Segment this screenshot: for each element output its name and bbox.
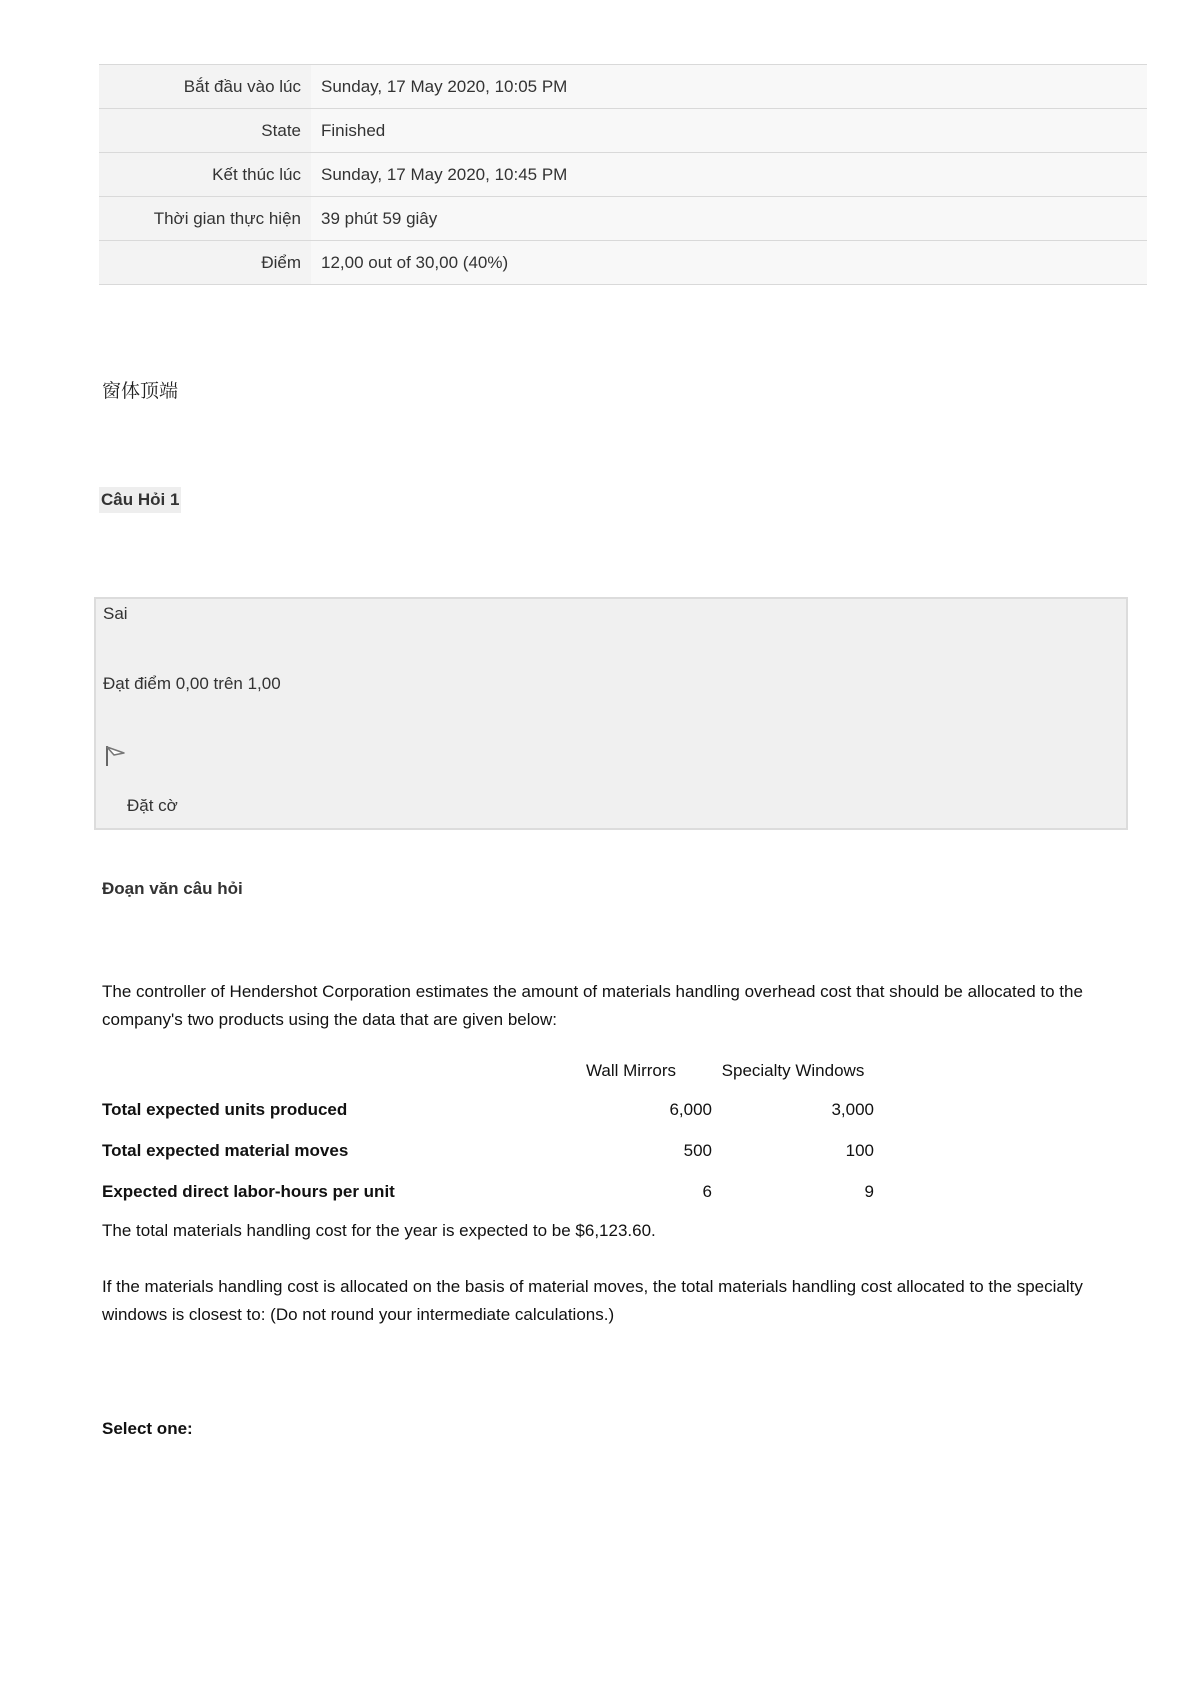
- question-status: Sai: [103, 604, 128, 623]
- column-header-specialty-windows: Specialty Windows: [721, 1061, 865, 1080]
- summary-label: State: [99, 109, 311, 153]
- summary-label: Thời gian thực hiện: [99, 197, 311, 241]
- row-label: Expected direct labor-hours per unit: [102, 1181, 395, 1201]
- flag-question-link[interactable]: Đặt cờ: [127, 796, 178, 815]
- form-top-marker: 窗体顶端: [102, 380, 179, 402]
- summary-row-completed: [99, 153, 1147, 197]
- cell-value: 6,000: [669, 1099, 712, 1119]
- question-prompt: If the materials handling cost is allocated on the basis of material moves, the total materials handling cost allocated to the specialty windows is closest to: (Do not round your intermediate calculations.): [102, 1277, 1083, 1324]
- row-label: Total expected material moves: [102, 1140, 349, 1160]
- table-row: [102, 1089, 874, 1130]
- row-label: Total expected units produced: [102, 1099, 348, 1119]
- summary-row-state: [99, 109, 1147, 153]
- cell-value: 3,000: [831, 1099, 874, 1119]
- select-one-label: Select one:: [102, 1419, 193, 1438]
- table-header-row: [102, 1053, 874, 1089]
- summary-row-time-taken: [99, 197, 1147, 241]
- table-row: [102, 1130, 874, 1171]
- question-number: Câu Hỏi 1: [99, 487, 181, 513]
- question-intro: The controller of Hendershot Corporation estimates the amount of materials handling overhead cost that should be allocated to the company's two products using the data that are given below:: [102, 982, 1083, 1029]
- question-data-table: [102, 1053, 874, 1212]
- summary-value: Finished: [311, 109, 1147, 153]
- summary-label: Bắt đầu vào lúc: [99, 65, 311, 109]
- summary-value: Sunday, 17 May 2020, 10:45 PM: [311, 153, 1147, 197]
- question-info-box: [94, 597, 1128, 830]
- flag-icon[interactable]: [104, 744, 126, 768]
- attempt-summary-table: [99, 64, 1147, 285]
- summary-row-started: [99, 65, 1147, 109]
- column-header-wall-mirrors: Wall Mirrors: [585, 1061, 677, 1080]
- summary-value: Sunday, 17 May 2020, 10:05 PM: [311, 65, 1147, 109]
- cell-value: 9: [864, 1181, 874, 1201]
- cell-value: 100: [845, 1140, 874, 1160]
- summary-label: Điểm: [99, 241, 311, 285]
- summary-row-grade: [99, 241, 1147, 285]
- question-text-heading: Đoạn văn câu hỏi: [102, 879, 243, 898]
- summary-value: 12,00 out of 30,00 (40%): [311, 241, 1147, 285]
- summary-value: 39 phút 59 giây: [311, 197, 1147, 241]
- cell-value: 500: [683, 1140, 712, 1160]
- question-grade: Đạt điểm 0,00 trên 1,00: [103, 674, 281, 693]
- total-cost-sentence: The total materials handling cost for the year is expected to be $6,123.60.: [102, 1221, 656, 1240]
- table-row: [102, 1171, 874, 1212]
- cell-value: 6: [702, 1181, 712, 1201]
- summary-label: Kết thúc lúc: [99, 153, 311, 197]
